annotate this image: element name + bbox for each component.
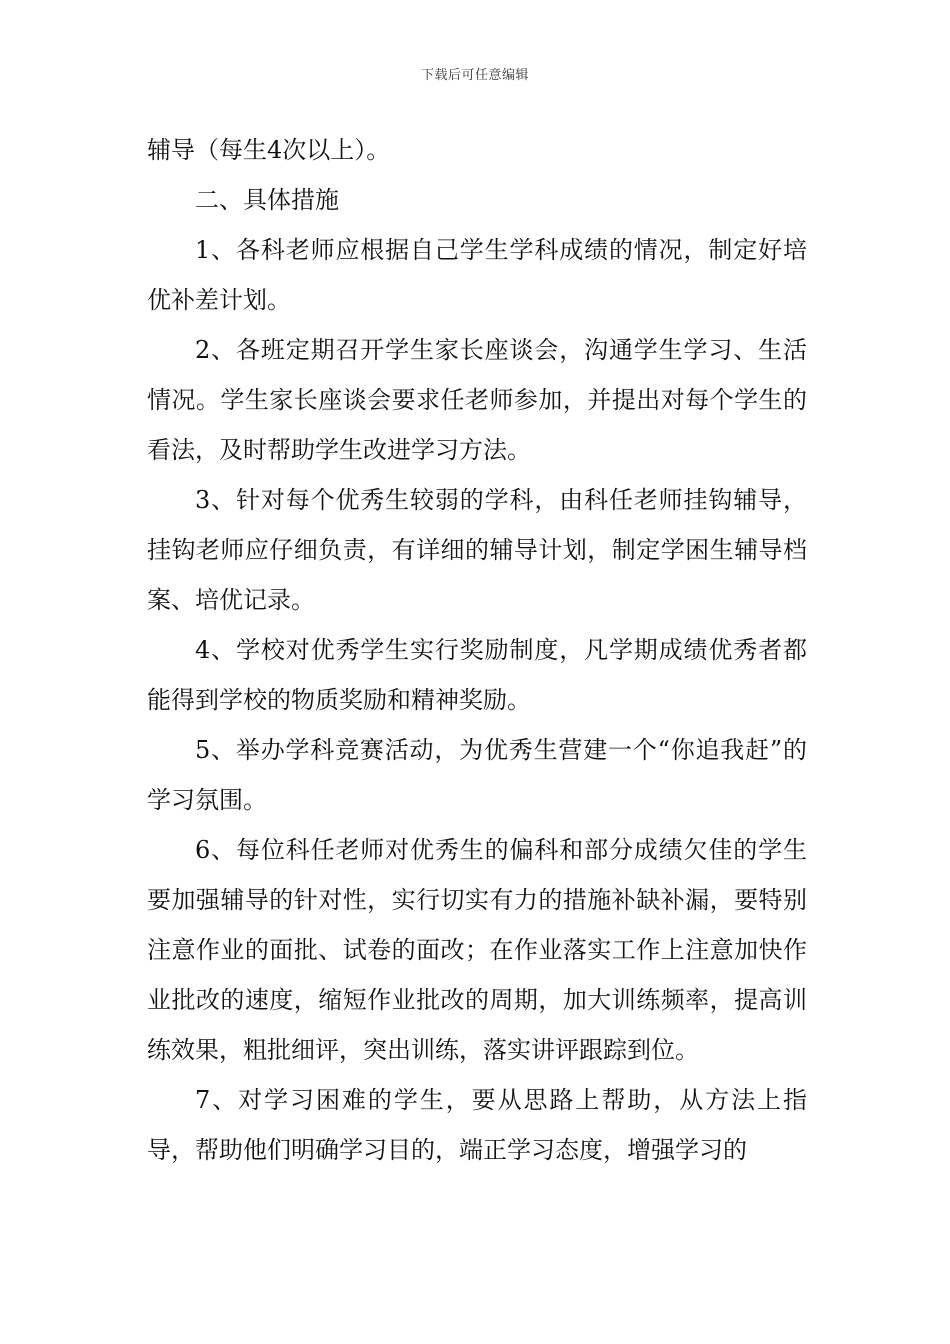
paragraph-continuation: 辅导（每生4次以上）。 [147, 136, 391, 164]
paragraph-item-5: 5、举办学科竞赛活动，为优秀生营建一个“你追我赶”的学习氛围。 [147, 736, 807, 814]
section-heading: 二、具体措施 [195, 186, 339, 214]
document-body [147, 125, 807, 1175]
paragraph-item-4: 4、学校对优秀学生实行奖励制度，凡学期成绩优秀者都能得到学校的物质奖励和精神奖励。 [147, 636, 807, 714]
paragraph-item-3: 3、针对每个优秀生较弱的学科，由科任老师挂钩辅导，挂钩老师应仔细负责，有详细的辅导计划，制定学困生辅导档案、培优记录。 [147, 486, 807, 614]
paragraph-item-7: 7、对学习困难的学生，要从思路上帮助，从方法上指导，帮助他们明确学习目的，端正学习态度，增强学习的 [147, 1086, 807, 1164]
paragraph-item-6: 6、每位科任老师对优秀生的偏科和部分成绩欠佳的学生要加强辅导的针对性，实行切实有力的措施补缺补漏，要特别注意作业的面批、试卷的面改；在作业落实工作上注意加快作业批改的速度，缩短作业批改的周期，加大训练频率，提高训练效果，粗批细评，突出训练，落实讲评跟踪到位。 [147, 836, 807, 1064]
paragraph-item-2: 2、各班定期召开学生家长座谈会，沟通学生学习、生活情况。学生家长座谈会要求任老师参加，并提出对每个学生的看法，及时帮助学生改进学习方法。 [147, 336, 807, 464]
paragraph-item-1: 1、各科老师应根据自己学生学科成绩的情况，制定好培优补差计划。 [147, 236, 807, 314]
page-header: 下载后可任意编辑 [420, 68, 529, 83]
